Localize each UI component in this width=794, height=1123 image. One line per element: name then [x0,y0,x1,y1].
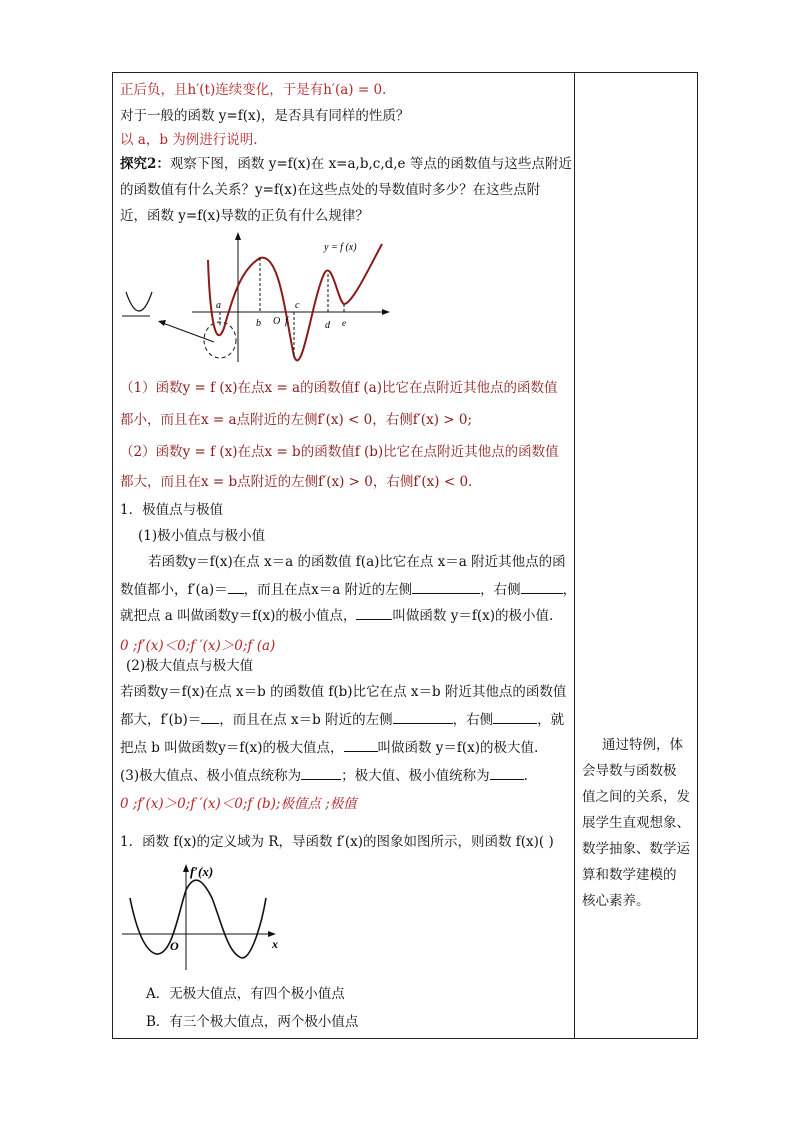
unify-text-c: . [523,768,528,784]
obs1-line-1: （1）函数y = f (x)在点x = a的函数值f (a)比它在点附近其他点的函数值 [120,380,558,396]
obs1-line-2: 都小，而且在x = a点附近的左侧f′(x) < 0，右侧f′(x) > 0; [120,412,472,428]
max-blank-2[interactable] [393,711,453,724]
explore2-line-2: 的函数值有什么关系？y=f(x)在这些点处的导数值时多少？在这些点附 [120,182,541,198]
label-f: f [285,316,288,327]
label-c: c [295,300,300,311]
explore2-line-3: 近，函数 y=f(x)导数的正负有什么规律？ [120,208,369,224]
side-line-1: 通过特例，体 [602,737,683,753]
max-p2-text-a: 都大，f′(b)＝ [120,712,202,728]
side-line-6: 算和数学建模的 [582,867,677,883]
min-p2-text-c: ，右侧 [480,582,521,598]
explore2-line-1 [120,152,572,172]
min-blank-4[interactable] [356,607,392,620]
max-blank-3[interactable] [493,711,537,724]
option-a: A．无极大值点，有四个极小值点 [146,986,345,1002]
obs2-line-1: （2）函数y = f (x)在点x = b的函数值f (b)比它在点附近其他点的函数值 [120,444,559,460]
explore2-label: 探究2： [120,156,170,172]
max-paragraph-3 [120,736,538,756]
max-p2-text-b: ，而且在点 x＝b 附近的左侧 [219,712,393,728]
max-p3-text-b: 叫做函数 y＝f(x)的极大值. [377,740,539,756]
explore2-text-1: 观察下图，函数 y=f(x)在 x=a,b,c,d,e 等点的函数值与这些点附近 [169,156,572,172]
min-paragraph-1: 若函数y＝f(x)在点 x＝a 的函数值 f(a)比它在点 x＝a 附近其他点的函 [148,554,566,570]
min-p3-text-b: 叫做函数 y＝f(x)的极小值. [392,608,554,624]
option-b: B．有三个极大值点，两个极小值点 [146,1014,359,1030]
unify-text-a: (3)极大值点、极小值点统称为 [120,768,302,784]
exercise-question: 1．函数 f(x)的定义域为 R，导函数 f′(x)的图象如图所示，则函数 f(x)( ) [120,834,554,850]
max-answer: 0 ;f′(x)＞0;f ′(x)＜0;f (b);极值点 ;极值 [120,796,357,812]
deriv-origin-label: O [170,939,179,953]
deriv-x-label: x [272,937,278,951]
max-p2-text-c: ，右侧 [452,712,494,728]
section1-title: 1．极值点与极值 [120,502,224,518]
column-divider [574,72,575,1039]
intro-line-2: 对于一般的函数 y=f(x)，是否具有同样的性质？ [120,108,410,124]
side-line-4: 展学生直观想象、 [582,815,690,831]
min-p3-text-a: 就把点 a 叫做函数y＝f(x)的极小值点， [120,608,357,624]
side-line-5: 数学抽象、数学运 [582,841,690,857]
min-paragraph-2 [120,578,576,598]
max-paragraph-2 [120,708,564,728]
min-answer: 0 ;f′(x)＜0;f ′(x)＞0;f (a) [120,638,276,654]
label-a: a [216,300,221,311]
derivative-curve [130,880,266,958]
obs2-line-2: 都大，而且在x = b点附近的左侧f′(x) > 0，右侧f′(x) < 0. [120,474,473,490]
unify-blank-1[interactable] [301,767,341,780]
max-subtitle: (2)极大值点与极大值 [126,658,254,674]
zoom-inset [122,292,214,342]
label-e: e [342,318,346,328]
max-blank-1[interactable] [201,711,219,724]
max-paragraph-1: 若函数y＝f(x)在点 x＝b 的函数值 f(b)比它在点 x＝b 附近其他点的函数值 [120,684,567,700]
label-b: b [256,318,261,329]
curve-label: y = f (x) [324,242,357,253]
function-graph [120,230,390,370]
unify-line [120,764,528,784]
side-line-2: 会导数与函数极 [582,763,677,779]
min-subtitle: (1)极小值点与极小值 [138,528,266,544]
side-line-3: 值之间的关系，发 [582,789,690,805]
min-paragraph-3 [120,604,553,624]
label-d: d [325,320,330,331]
side-note [582,732,692,914]
max-p2-text-d: ，就 [537,712,565,728]
derivative-graph [120,858,285,973]
deriv-y-label: f′(x) [190,864,214,879]
min-p2-text-d: ， [562,582,577,598]
min-blank-1[interactable] [228,581,244,594]
unify-text-b: ；极大值、极小值统称为 [341,768,490,784]
min-p2-text-a: 数值都小，f′(a)＝ [120,582,228,598]
side-line-7: 核心素养。 [582,893,650,909]
min-p2-text-b: ，而且在点x＝a 附近的左侧 [243,582,413,598]
unify-blank-2[interactable] [490,767,524,780]
intro-line-1: 正后负，且h′(t)连续变化，于是有h′(a) = 0. [120,82,387,98]
label-O: O [273,316,281,327]
max-p3-text-a: 把点 b 叫做函数y＝f(x)的极大值点， [120,740,344,756]
intro-line-3: 以 a，b 为例进行说明. [120,132,258,148]
min-blank-2[interactable] [412,581,480,594]
min-blank-3[interactable] [521,581,563,594]
max-blank-4[interactable] [344,739,378,752]
